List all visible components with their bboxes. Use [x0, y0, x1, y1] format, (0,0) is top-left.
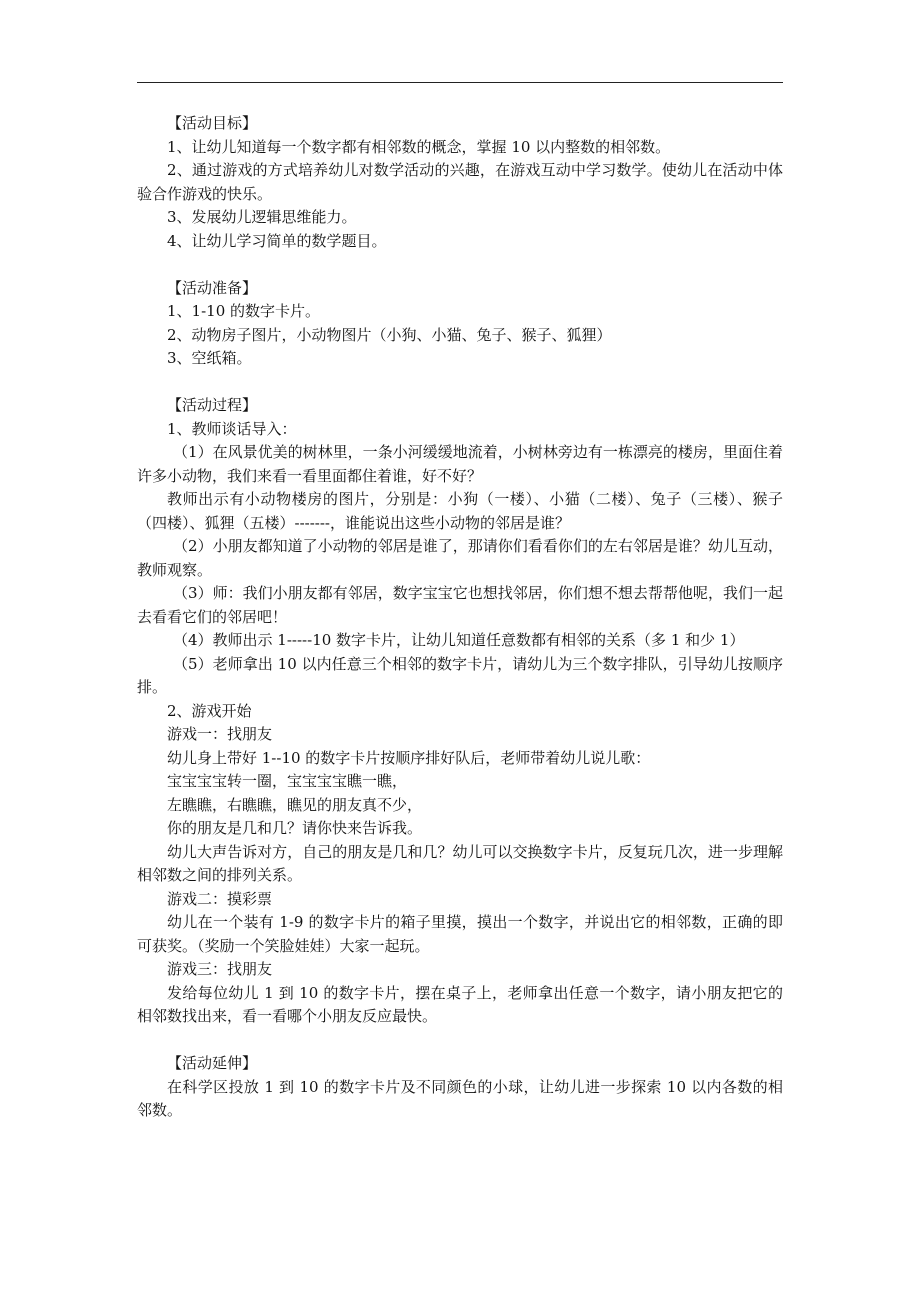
paragraph: 游戏三：找朋友	[167, 960, 273, 978]
document-body	[137, 112, 783, 1123]
paragraph: 幼儿身上带好 1--10 的数字卡片按顺序排好队后，老师带着幼儿说儿歌：	[167, 748, 651, 767]
paragraph: 2、动物房子图片，小动物图片（小狗、小猫、兔子、猴子、狐狸）	[167, 325, 612, 344]
header-rule	[137, 82, 783, 83]
paragraph: 1、让幼儿知道每一个数字都有相邻数的概念，掌握 10 以内整数的相邻数。	[167, 137, 671, 156]
paragraph: 左瞧瞧，右瞧瞧，瞧见的朋友真不少，	[167, 795, 423, 814]
section-spacer	[137, 371, 783, 395]
paragraph: 2、游戏开始	[167, 701, 252, 720]
paragraph: 教师出示有小动物楼房的图片，分别是：小狗（一楼）、小猫（二楼）、兔子（三楼）、猴子（四楼）、狐狸（五楼）-------，谁能说出这些小动物的邻居是谁？	[137, 490, 783, 532]
paragraph: （2）小朋友都知道了小动物的邻居是谁了，那请你们看看你们的左右邻居是谁？幼儿互动，教师观察。	[137, 537, 783, 579]
paragraph: （5）老师拿出 10 以内任意三个相邻的数字卡片，请幼儿为三个数字排队，引导幼儿按顺序排。	[137, 654, 783, 696]
paragraph: （1）在风景优美的树林里，一条小河缓缓地流着，小树林旁边有一栋漂亮的楼房，里面住着许多小动物，我们来看一看里面都住着谁，好不好？	[137, 443, 783, 485]
paragraph: 1、教师谈话导入：	[167, 419, 297, 438]
paragraph: 游戏二：摸彩票	[167, 889, 273, 908]
section-heading: 【活动目标】	[167, 114, 258, 132]
section-heading: 【活动准备】	[167, 278, 258, 297]
paragraph: 4、让幼儿学习简单的数学题目。	[167, 231, 387, 250]
paragraph: 幼儿在一个装有 1-9 的数字卡片的箱子里摸，摸出一个数字，并说出它的相邻数，正确的即可获奖。（奖励一个笑脸娃娃）大家一起玩。	[137, 913, 783, 955]
paragraph: 你的朋友是几和几？请你快来告诉我。	[167, 819, 423, 837]
paragraph: 幼儿大声告诉对方，自己的朋友是几和几？幼儿可以交换数字卡片，反复玩几次，进一步理解相邻数之间的排列关系。	[137, 842, 783, 884]
paragraph: （3）师：我们小朋友都有邻居，数字宝宝它也想找邻居，你们想不想去帮帮他呢，我们一起去看看它们的邻居吧！	[137, 584, 783, 626]
paragraph: 2、通过游戏的方式培养幼儿对数学活动的兴趣，在游戏互动中学习数学。使幼儿在活动中体验合作游戏的快乐。	[137, 161, 783, 203]
section-heading: 【活动过程】	[167, 396, 258, 414]
paragraph: （4）教师出示 1-----10 数字卡片，让幼儿知道任意数都有相邻的关系（多 1 和少 1）	[173, 631, 745, 649]
section-spacer	[137, 1029, 783, 1053]
section-heading: 【活动延伸】	[167, 1054, 258, 1072]
paragraph: 3、发展幼儿逻辑思维能力。	[167, 208, 357, 226]
paragraph: 1、1-10 的数字卡片。	[167, 302, 321, 320]
paragraph: 在科学区投放 1 到 10 的数字卡片及不同颜色的小球，让幼儿进一步探索 10 以内各数的相邻数。	[137, 1077, 783, 1119]
paragraph: 发给每位幼儿 1 到 10 的数字卡片，摆在桌子上，老师拿出任意一个数字，请小朋友把它的相邻数找出来，看一看哪个小朋友反应最快。	[137, 983, 783, 1025]
paragraph: 游戏一：找朋友	[167, 725, 273, 743]
paragraph: 3、空纸箱。	[167, 349, 252, 367]
section-spacer	[137, 253, 783, 277]
paragraph: 宝宝宝宝转一圈，宝宝宝宝瞧一瞧，	[167, 772, 408, 790]
